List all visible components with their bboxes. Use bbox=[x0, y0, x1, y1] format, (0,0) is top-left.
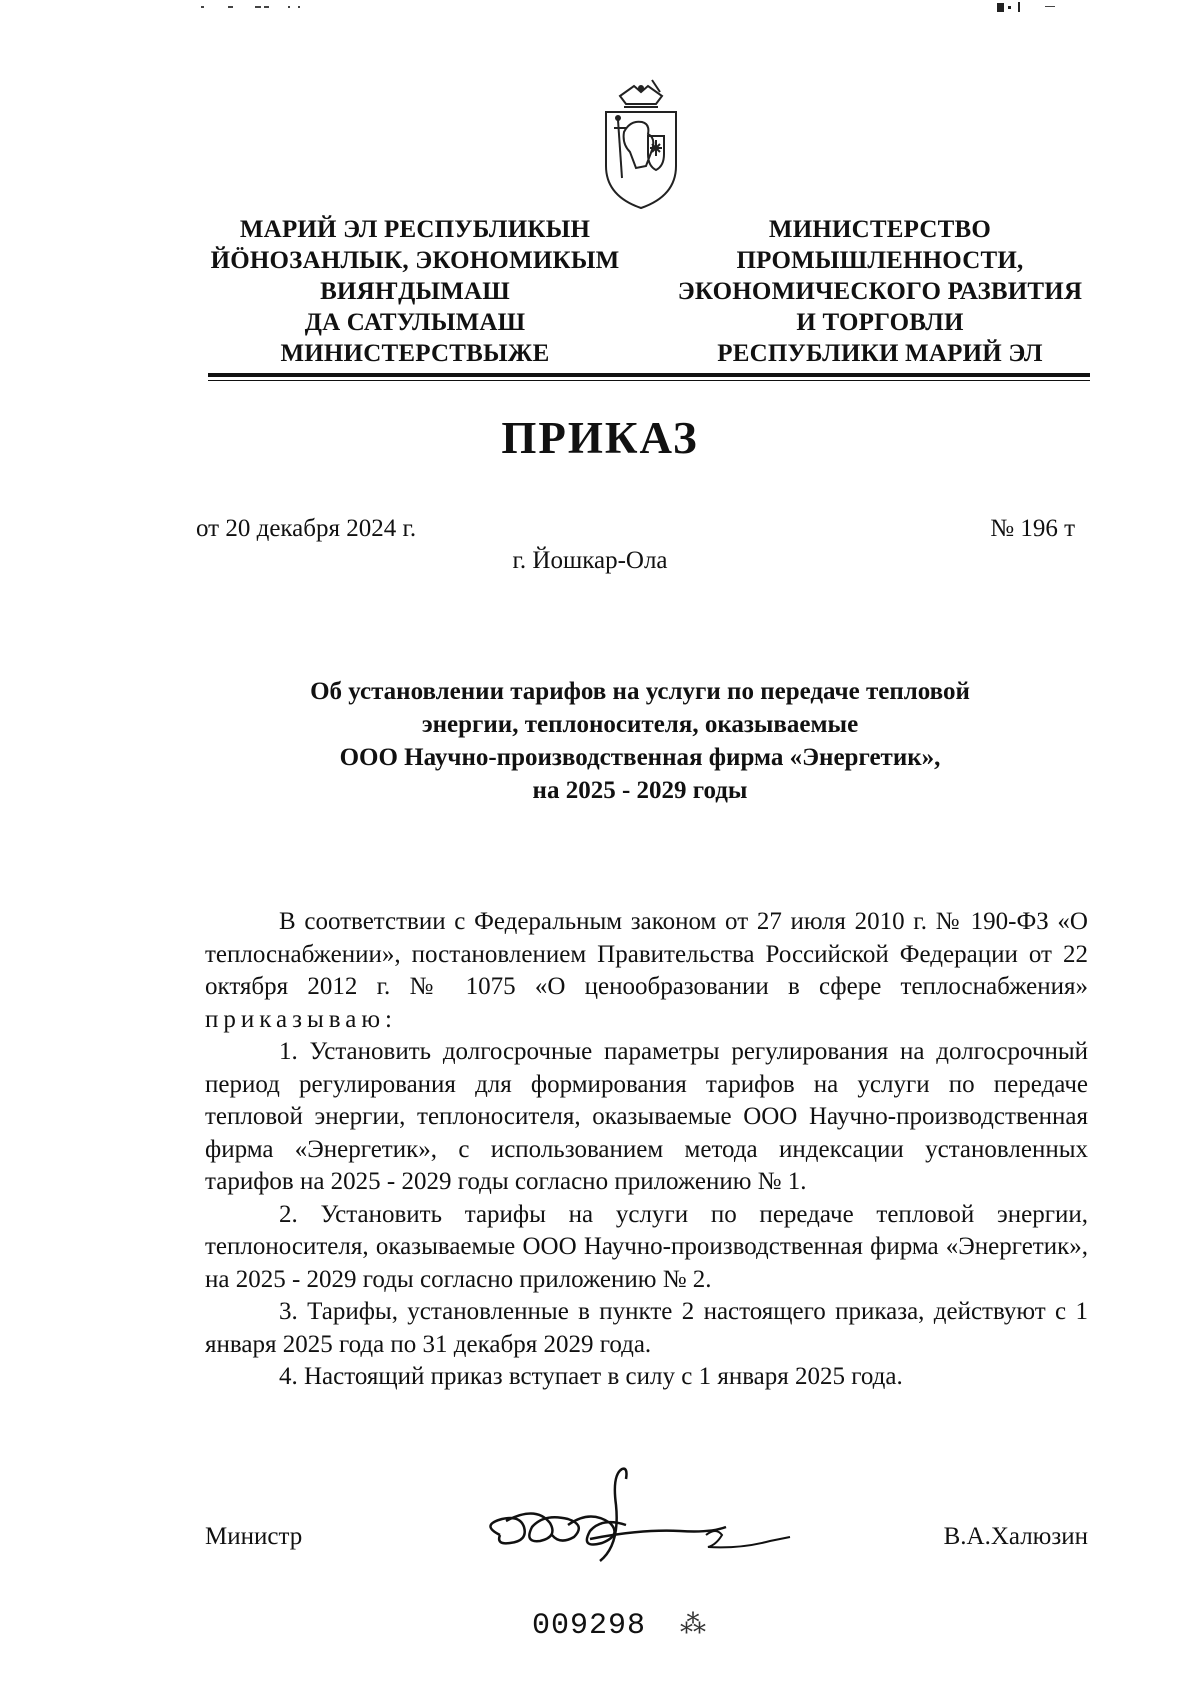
header-left-line: МИНИСТЕРСТВЫЖЕ bbox=[280, 340, 550, 367]
document-number: № 196 т bbox=[990, 515, 1075, 542]
subject-line: энергии, теплоносителя, оказываемые bbox=[421, 711, 859, 738]
subject-line: Об установлении тарифов на услуги по передаче тепловой bbox=[310, 678, 970, 705]
header-right-line: РЕСПУБЛИКИ МАРИЙ ЭЛ bbox=[717, 340, 1043, 367]
body-preamble bbox=[205, 906, 1088, 1036]
header-right-line: ЭКОНОМИЧЕСКОГО РАЗВИТИЯ bbox=[677, 278, 1083, 305]
document-city: г. Йошкар-Ола bbox=[512, 547, 668, 574]
header-left-line: ВИЯҤДЫМАШ bbox=[320, 278, 510, 305]
header-left-block bbox=[200, 214, 630, 369]
order-word: приказываю: bbox=[205, 1005, 397, 1033]
document-type-title: ПРИКАЗ bbox=[501, 413, 699, 463]
header-divider-thick bbox=[208, 373, 1090, 377]
header-right-line: ПРОМЫШЛЕННОСТИ, bbox=[736, 247, 1024, 274]
header-right-line: И ТОРГОВЛИ bbox=[796, 309, 964, 336]
subject-line: ООО Научно-производственная фирма «Энергетик», bbox=[339, 744, 941, 771]
body-item: 1. Установить долгосрочные параметры регулирования на долгосрочный период регулирования для формирования тарифов на услуги по передаче тепловой энергии, теплоносителя, оказываемые ООО Научно-производственная фирма «Энергетик», с использованием метода индексации установленных тарифов на 2025 - 2029 годы согласно приложению № 1. bbox=[205, 1038, 1088, 1195]
signatory-position: Министр bbox=[205, 1523, 303, 1550]
document-date: от 20 декабря 2024 г. bbox=[196, 515, 417, 542]
header-divider-thin bbox=[208, 380, 1090, 381]
coat-of-arms-icon bbox=[600, 78, 682, 210]
header-left-line: ЙӦНОЗАНЛЫК, ЭКОНОМИКЫМ bbox=[210, 247, 620, 274]
document-body bbox=[205, 906, 1088, 1394]
body-item: 3. Тарифы, установленные в пункте 2 настоящего приказа, действуют с 1 января 2025 года по 31 декабря 2029 года. bbox=[205, 1298, 1088, 1358]
header-left-line: МАРИЙ ЭЛ РЕСПУБЛИКЫН bbox=[239, 216, 591, 243]
signatory-name: В.А.Халюзин bbox=[943, 1523, 1088, 1550]
header-right-line: МИНИСТЕРСТВО bbox=[768, 216, 992, 243]
registration-number: 009298 bbox=[532, 1609, 647, 1643]
preamble-text: В соответствии с Федеральным законом от 27 июля 2010 г. № 190-ФЗ «О теплоснабжении», постановлением Правительства Российской Федерации от 22 октября 2012 г. № 1075 «О ценообразовании в сфере теплоснабжения» bbox=[205, 908, 1088, 1000]
body-item: 2. Установить тарифы на услуги по передаче тепловой энергии, теплоносителя, оказываемые ООО Научно-производственная фирма «Энергетик», на 2025 - 2029 годы согласно приложению № 2. bbox=[205, 1200, 1088, 1293]
subject-line: на 2025 - 2029 годы bbox=[532, 777, 748, 804]
registration-mark: ⁂ bbox=[680, 1610, 706, 1639]
header-right-block bbox=[660, 214, 1100, 369]
document-subject bbox=[200, 675, 1080, 807]
scan-artifacts bbox=[0, 0, 1200, 20]
header-left-line: ДА САТУЛЫМАШ bbox=[304, 309, 526, 336]
handwritten-signature-icon bbox=[440, 1465, 840, 1575]
body-item: 4. Настоящий приказ вступает в силу с 1 января 2025 года. bbox=[279, 1363, 903, 1390]
